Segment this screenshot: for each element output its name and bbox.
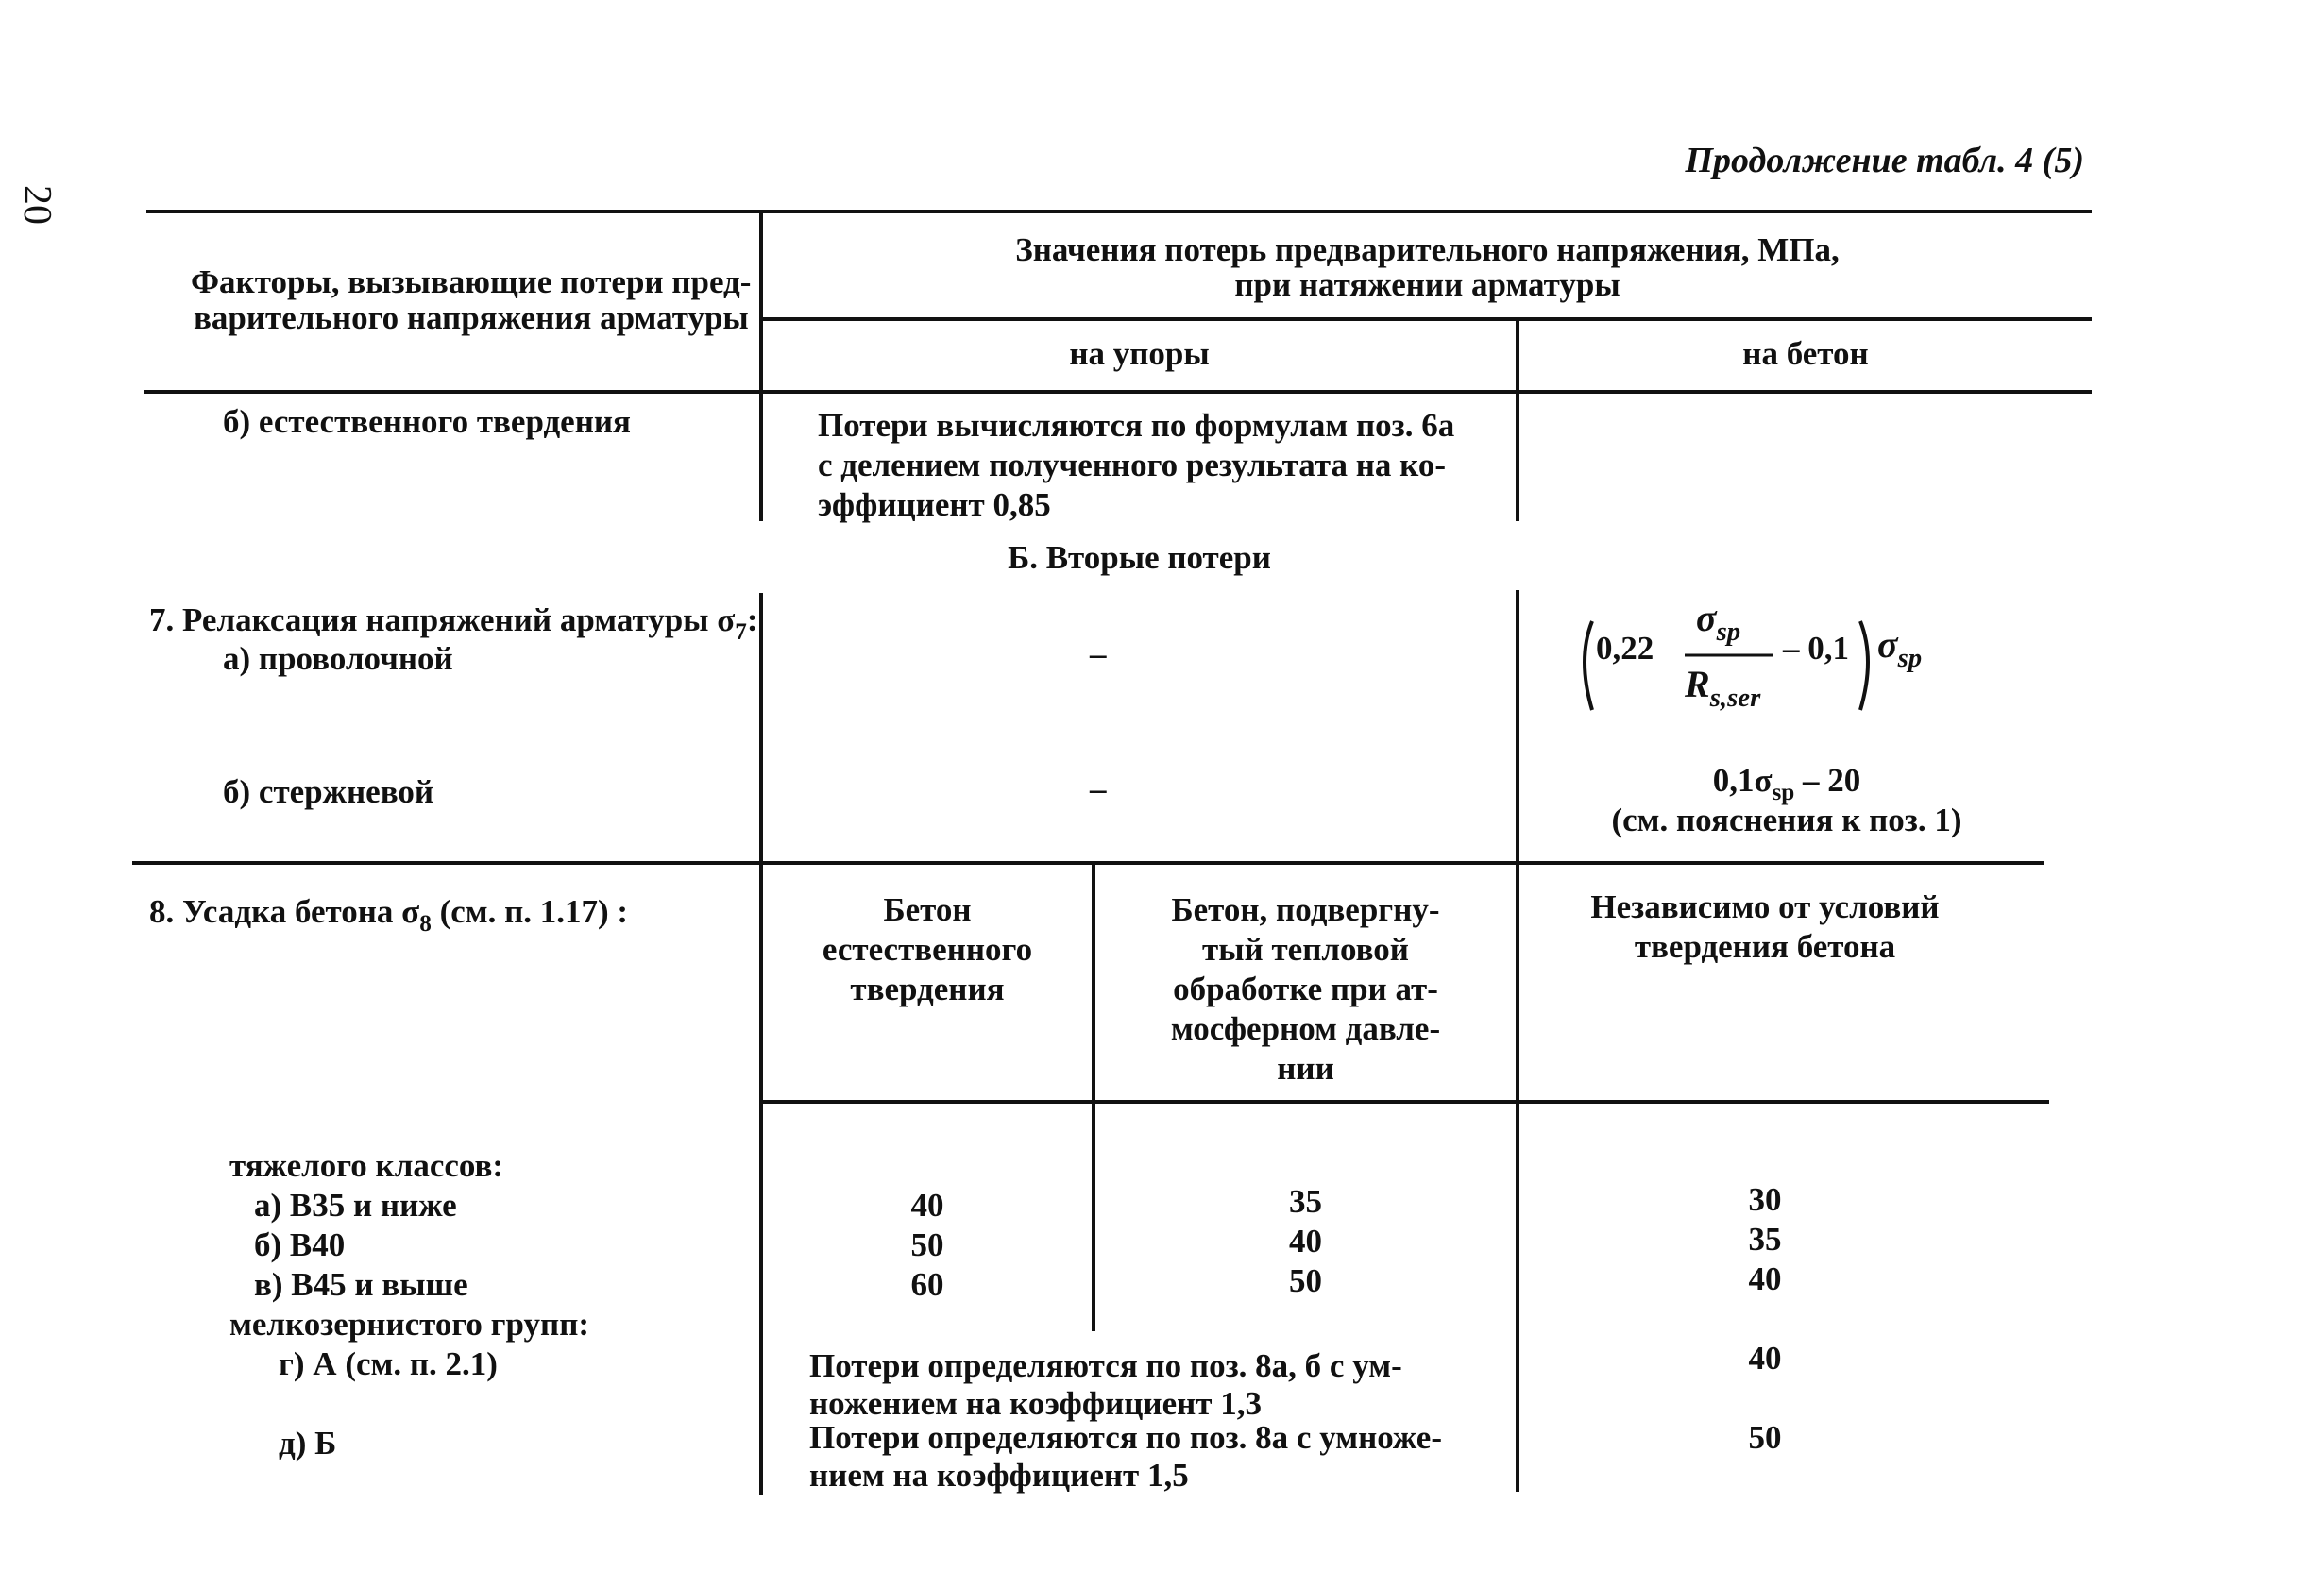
row8-col2-line1: Бетон, подвергну- <box>1171 891 1440 928</box>
row8-col2-line3: обработке при ат- <box>1173 971 1438 1007</box>
row7-a-stops-value: – <box>1090 635 1107 672</box>
row8-b-v1: 50 <box>910 1226 944 1263</box>
row7-b-formula: $0,1\sigma_{sp} - 20$ <box>1712 762 1861 805</box>
formula-minus-term: – 0,1 <box>1783 630 1849 667</box>
rule-top <box>146 210 2092 213</box>
header-values-line1: Значения потерь предварительного напряжения, МПа, <box>1015 231 1840 268</box>
row8-g-value: 40 <box>1748 1340 1782 1377</box>
header-factors-line1: Факторы, вызывающие потери пред- <box>191 263 752 300</box>
row6b-text-line2: с делением полученного результата на ко- <box>818 447 1446 483</box>
section-second-losses: Б. Вторые потери <box>1008 539 1271 576</box>
row8-d-text-line2: нием на коэффициент 1,5 <box>809 1457 1189 1494</box>
row8-col3-line1: Независимо от условий <box>1590 888 1940 925</box>
header-values-line2: при натяжении арматуры <box>1234 266 1620 303</box>
row8-a-v3: 30 <box>1748 1181 1782 1218</box>
row8-col1-line3: твердения <box>850 971 1005 1007</box>
rule-row8-subheader <box>763 1100 2049 1104</box>
page-number: 20 <box>15 185 59 225</box>
row7-b-note: (см. пояснения к поз. 1) <box>1611 802 1962 838</box>
row8-c-label: в) В45 и выше <box>254 1266 468 1303</box>
row8-b-label: б) В40 <box>254 1226 346 1263</box>
row8-g-label: г) А (см. п. 2.1) <box>279 1345 498 1382</box>
row8-b-v2: 40 <box>1289 1223 1322 1259</box>
row7-b-stops-value: – <box>1090 770 1107 807</box>
row7-a-label: а) проволочной <box>223 640 453 677</box>
row8-heavy-label: тяжелого классов: <box>229 1147 504 1184</box>
row8-c-v3: 40 <box>1748 1260 1782 1297</box>
relaxation-wire-formula <box>1575 593 1972 725</box>
row8-col1-line1: Бетон <box>883 891 972 928</box>
row7-title: 7. Релаксация напряжений арматуры $\sigma_7$: <box>149 601 758 645</box>
row8-a-v2: 35 <box>1289 1183 1322 1220</box>
row8-a-v1: 40 <box>910 1187 944 1224</box>
vrule-main-2 <box>759 593 763 1495</box>
formula-tail: $\sigma_{sp}$ <box>1877 623 1923 674</box>
formula-numerator: $\sigma_{sp}$ <box>1696 597 1741 648</box>
row8-col1-line2: естественного <box>822 931 1033 968</box>
formula-coefficient: 0,22 <box>1596 630 1654 667</box>
rule-header-mid <box>763 317 2092 321</box>
row8-d-label: д) Б <box>279 1425 337 1462</box>
row8-col2-line4: мосферном давле- <box>1170 1010 1441 1047</box>
row6b-factor: б) естественного твердения <box>223 403 631 440</box>
header-on-concrete: на бетон <box>1742 335 1869 372</box>
formula-denominator: $R_{s,ser}$ <box>1685 663 1761 714</box>
row8-col3-line2: твердения бетона <box>1634 928 1896 965</box>
row8-g-text-line2: ножением на коэффициент 1,3 <box>809 1385 1262 1422</box>
row8-title: 8. Усадка бетона $\sigma_8$ (см. п. 1.17) : <box>149 893 629 937</box>
table-continuation-caption: Продолжение табл. 4 (5) <box>1685 141 2084 180</box>
row6b-text-line3: эффициент 0,85 <box>818 486 1051 523</box>
header-on-stops: на упоры <box>1069 335 1210 372</box>
row6b-text-line1: Потери вычисляются по формулам поз. 6а <box>818 407 1455 444</box>
row8-col2-line2: тый тепловой <box>1202 931 1409 968</box>
row8-b-v3: 35 <box>1748 1221 1782 1258</box>
row8-d-text-line1: Потери определяются по поз. 8а с умноже- <box>809 1419 1442 1456</box>
row7-b-label: б) стержневой <box>223 773 434 810</box>
row8-fine-label: мелкозернистого групп: <box>229 1306 590 1343</box>
rule-row8-top <box>132 861 2044 865</box>
row8-c-v1: 60 <box>910 1266 944 1303</box>
row8-d-value: 50 <box>1748 1419 1782 1456</box>
row8-g-text-line1: Потери определяются по поз. 8а, б с ум- <box>809 1347 1402 1384</box>
header-factors-line2: варительного напряжения арматуры <box>194 299 749 336</box>
row8-col2-line5: нии <box>1277 1050 1334 1087</box>
rule-header-bottom <box>144 390 2092 394</box>
row8-a-label: а) В35 и ниже <box>254 1187 457 1224</box>
row8-c-v2: 50 <box>1289 1262 1322 1299</box>
